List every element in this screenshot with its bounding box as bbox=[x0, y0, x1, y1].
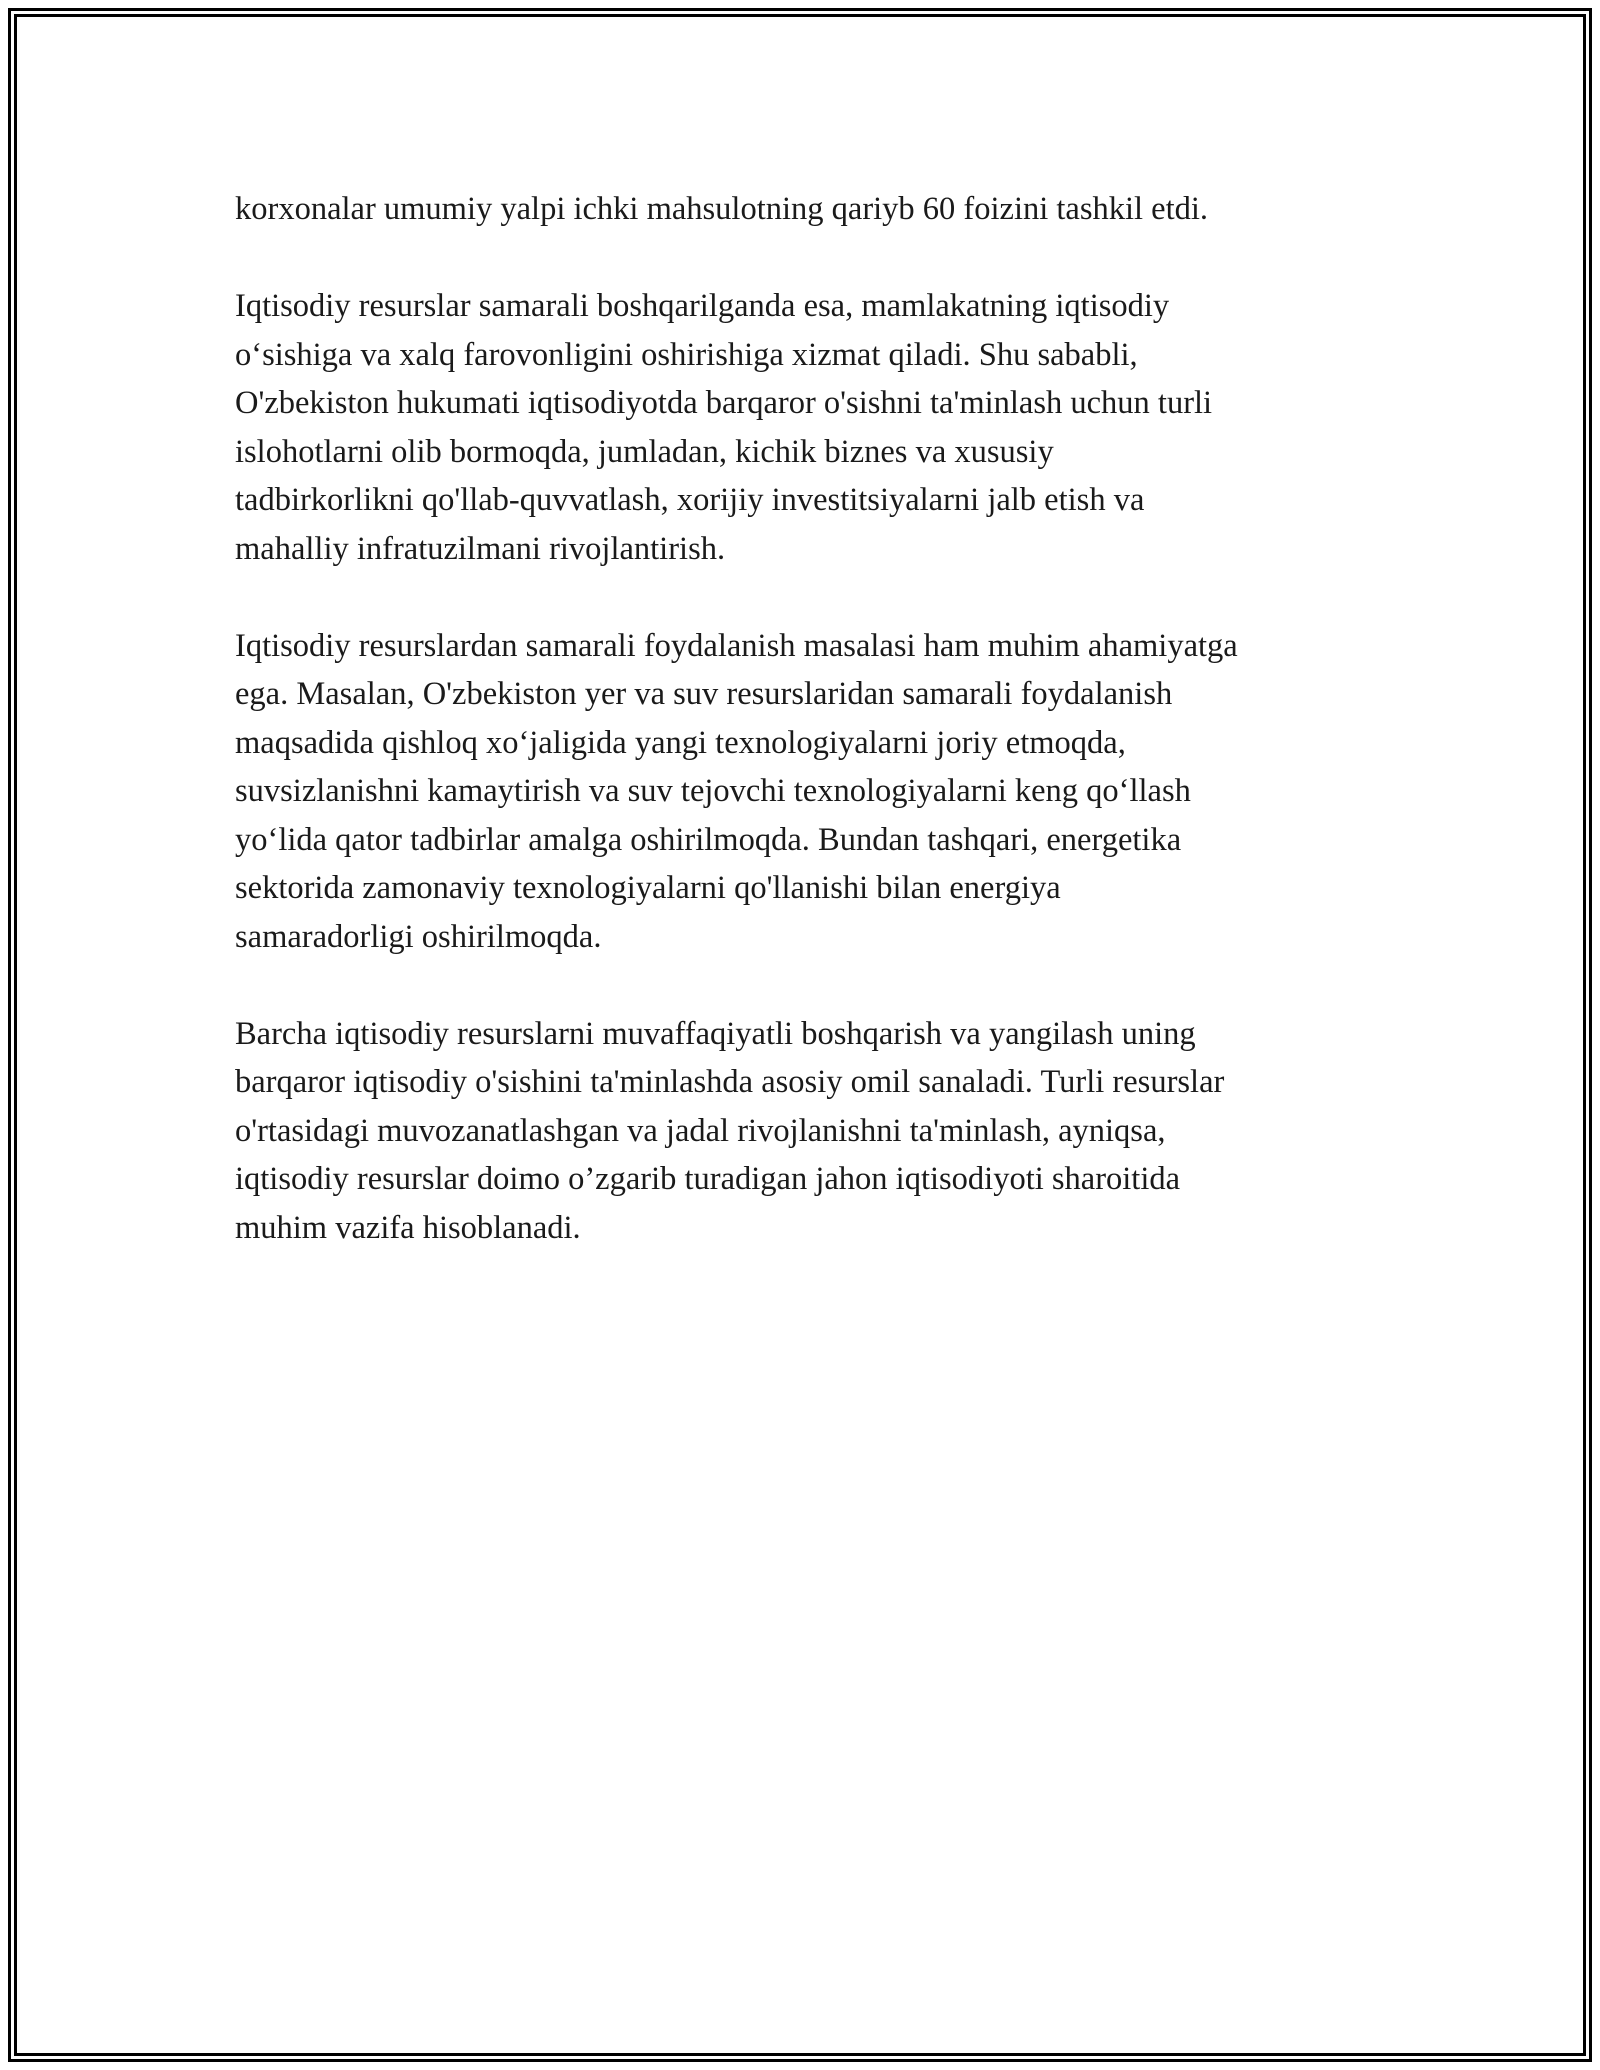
text-line: o‘sishiga va xalq farovonligini oshirishiga xizmat qiladi. Shu sababli, bbox=[235, 336, 1138, 373]
paragraph bbox=[235, 622, 1395, 962]
text-line: iqtisodiy resurslar doimo o’zgarib turadigan jahon iqtisodiyoti sharoitida bbox=[235, 1161, 1181, 1197]
paragraph bbox=[235, 282, 1395, 573]
text-line: islohotlarni olib bormoqda, jumladan, kichik biznes va xususiy bbox=[235, 433, 1054, 470]
text-line: suvsizlanishni kamaytirish va suv tejovchi texnologiyalarni keng qo‘llash bbox=[235, 773, 1191, 809]
text-line: sektorida zamonaviy texnologiyalarni qo'llanishi bilan energiya bbox=[235, 870, 1061, 906]
text-line: Iqtisodiy resurslardan samarali foydalanish masalasi ham muhim ahamiyatga bbox=[235, 627, 1238, 664]
text-line: barqaror iqtisodiy o'sishini ta'minlashda asosiy omil sanaladi. Turli resurslar bbox=[235, 1064, 1225, 1100]
text-line: muhim vazifa hisoblanadi. bbox=[235, 1209, 581, 1246]
text-line: maqsadida qishloq xo‘jaligida yangi texnologiyalarni joriy etmoqda, bbox=[235, 724, 1126, 761]
text-line: O'zbekiston hukumati iqtisodiyotda barqaror o'sishni ta'minlash uchun turli bbox=[235, 385, 1213, 421]
text-line: tadbirkorlikni qo'llab-quvvatlash, xorijiy investitsiyalarni jalb etish va bbox=[235, 482, 1145, 518]
text-line: o'rtasidagi muvozanatlashgan va jadal rivojlanishni ta'minlash, ayniqsa, bbox=[235, 1112, 1166, 1149]
text-line: yo‘lida qator tadbirlar amalga oshirilmoqda. Bundan tashqari, energetika bbox=[235, 821, 1182, 858]
text-line: Barcha iqtisodiy resurslarni muvaffaqiyatli boshqarish va yangilash uning bbox=[235, 1015, 1196, 1052]
text-line: samaradorligi oshirilmoqda. bbox=[235, 918, 602, 955]
paragraph bbox=[235, 1010, 1395, 1253]
text-line: mahalliy infratuzilmani rivojlantirish. bbox=[235, 530, 726, 567]
paragraph bbox=[235, 185, 1395, 234]
text-line: ega. Masalan, O'zbekiston yer va suv resurslaridan samarali foydalanish bbox=[235, 676, 1173, 712]
document-body bbox=[235, 185, 1395, 1301]
text-line: korxonalar umumiy yalpi ichki mahsulotning qariyb 60 foizini tashkil etdi. bbox=[235, 191, 1209, 227]
text-line: Iqtisodiy resurslar samarali boshqarilganda esa, mamlakatning iqtisodiy bbox=[235, 288, 1170, 324]
